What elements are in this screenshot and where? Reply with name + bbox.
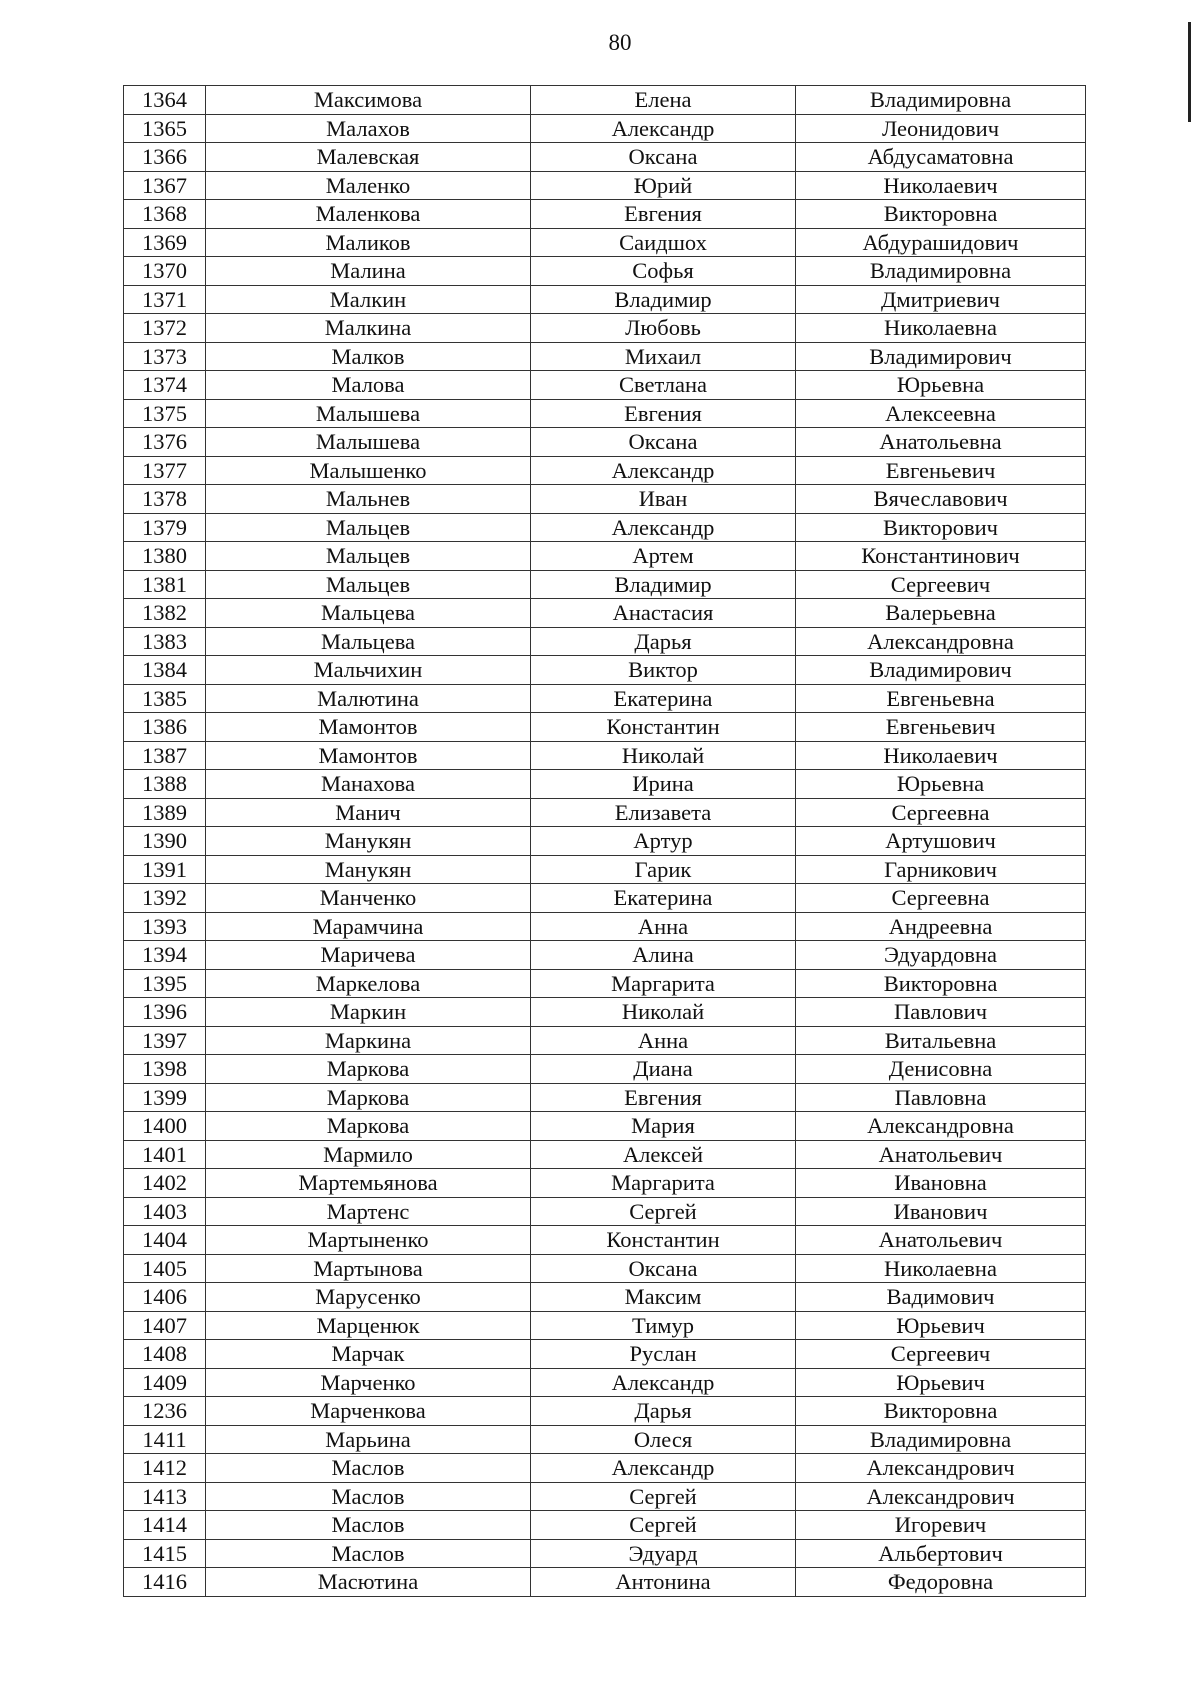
first-name-cell: Максим <box>531 1283 796 1312</box>
table-row <box>124 428 1086 457</box>
table-row <box>124 513 1086 542</box>
table-row <box>124 1511 1086 1540</box>
row-number-cell: 1236 <box>124 1397 206 1426</box>
surname-cell: Малахов <box>206 114 531 143</box>
table-body <box>124 86 1086 1597</box>
row-number-cell: 1378 <box>124 485 206 514</box>
surname-cell: Маркин <box>206 998 531 1027</box>
patronymic-cell: Юрьевич <box>796 1368 1086 1397</box>
row-number-cell: 1396 <box>124 998 206 1027</box>
first-name-cell: Дарья <box>531 627 796 656</box>
surname-cell: Манахова <box>206 770 531 799</box>
surname-cell: Мальцев <box>206 570 531 599</box>
surname-cell: Малина <box>206 257 531 286</box>
patronymic-cell: Викторовна <box>796 969 1086 998</box>
row-number-cell: 1404 <box>124 1226 206 1255</box>
first-name-cell: Оксана <box>531 143 796 172</box>
first-name-cell: Оксана <box>531 1254 796 1283</box>
patronymic-cell: Юрьевич <box>796 1311 1086 1340</box>
first-name-cell: Дарья <box>531 1397 796 1426</box>
table-row <box>124 285 1086 314</box>
patronymic-cell: Евгеньевич <box>796 713 1086 742</box>
row-number-cell: 1377 <box>124 456 206 485</box>
table-row <box>124 456 1086 485</box>
row-number-cell: 1405 <box>124 1254 206 1283</box>
surname-cell: Мартенс <box>206 1197 531 1226</box>
first-name-cell: Мария <box>531 1112 796 1141</box>
table-row <box>124 1568 1086 1597</box>
row-number-cell: 1388 <box>124 770 206 799</box>
patronymic-cell: Константинович <box>796 542 1086 571</box>
row-number-cell: 1395 <box>124 969 206 998</box>
table-row <box>124 1425 1086 1454</box>
table-row <box>124 1083 1086 1112</box>
surname-cell: Мальцев <box>206 542 531 571</box>
patronymic-cell: Владимировна <box>796 1425 1086 1454</box>
first-name-cell: Евгения <box>531 1083 796 1112</box>
surname-cell: Мартынова <box>206 1254 531 1283</box>
patronymic-cell: Федоровна <box>796 1568 1086 1597</box>
first-name-cell: Юрий <box>531 171 796 200</box>
patronymic-cell: Игоревич <box>796 1511 1086 1540</box>
first-name-cell: Екатерина <box>531 684 796 713</box>
surname-cell: Маликов <box>206 228 531 257</box>
surname-cell: Маркова <box>206 1055 531 1084</box>
table-row <box>124 314 1086 343</box>
patronymic-cell: Иванович <box>796 1197 1086 1226</box>
row-number-cell: 1415 <box>124 1539 206 1568</box>
first-name-cell: Эдуард <box>531 1539 796 1568</box>
patronymic-cell: Юрьевна <box>796 770 1086 799</box>
row-number-cell: 1413 <box>124 1482 206 1511</box>
first-name-cell: Софья <box>531 257 796 286</box>
row-number-cell: 1383 <box>124 627 206 656</box>
table-row <box>124 1311 1086 1340</box>
first-name-cell: Елизавета <box>531 798 796 827</box>
first-name-cell: Александр <box>531 513 796 542</box>
row-number-cell: 1402 <box>124 1169 206 1198</box>
row-number-cell: 1380 <box>124 542 206 571</box>
patronymic-cell: Владимирович <box>796 342 1086 371</box>
first-name-cell: Сергей <box>531 1482 796 1511</box>
row-number-cell: 1408 <box>124 1340 206 1369</box>
first-name-cell: Оксана <box>531 428 796 457</box>
patronymic-cell: Евгеньевна <box>796 684 1086 713</box>
first-name-cell: Евгения <box>531 399 796 428</box>
first-name-cell: Константин <box>531 1226 796 1255</box>
surname-cell: Манич <box>206 798 531 827</box>
row-number-cell: 1368 <box>124 200 206 229</box>
first-name-cell: Анна <box>531 912 796 941</box>
row-number-cell: 1371 <box>124 285 206 314</box>
table-row <box>124 228 1086 257</box>
first-name-cell: Николай <box>531 998 796 1027</box>
table-row <box>124 1112 1086 1141</box>
table-row <box>124 599 1086 628</box>
surname-cell: Малкин <box>206 285 531 314</box>
table-row <box>124 998 1086 1027</box>
surname-cell: Мальчихин <box>206 656 531 685</box>
surname-cell: Малевская <box>206 143 531 172</box>
row-number-cell: 1412 <box>124 1454 206 1483</box>
table-row <box>124 86 1086 115</box>
surname-cell: Марченкова <box>206 1397 531 1426</box>
table-row <box>124 684 1086 713</box>
patronymic-cell: Евгеньевич <box>796 456 1086 485</box>
first-name-cell: Гарик <box>531 855 796 884</box>
first-name-cell: Николай <box>531 741 796 770</box>
row-number-cell: 1403 <box>124 1197 206 1226</box>
row-number-cell: 1372 <box>124 314 206 343</box>
surname-cell: Маркова <box>206 1112 531 1141</box>
patronymic-cell: Дмитриевич <box>796 285 1086 314</box>
surname-cell: Мамонтов <box>206 713 531 742</box>
patronymic-cell: Александровна <box>796 1112 1086 1141</box>
table-row <box>124 1197 1086 1226</box>
surname-cell: Маричева <box>206 941 531 970</box>
first-name-cell: Антонина <box>531 1568 796 1597</box>
table-row <box>124 884 1086 913</box>
patronymic-cell: Артушович <box>796 827 1086 856</box>
row-number-cell: 1394 <box>124 941 206 970</box>
row-number-cell: 1379 <box>124 513 206 542</box>
first-name-cell: Екатерина <box>531 884 796 913</box>
table-row <box>124 1482 1086 1511</box>
first-name-cell: Владимир <box>531 285 796 314</box>
row-number-cell: 1385 <box>124 684 206 713</box>
table-row <box>124 399 1086 428</box>
row-number-cell: 1366 <box>124 143 206 172</box>
table-row <box>124 1254 1086 1283</box>
surname-cell: Маркелова <box>206 969 531 998</box>
patronymic-cell: Сергеевна <box>796 798 1086 827</box>
patronymic-cell: Владимирович <box>796 656 1086 685</box>
row-number-cell: 1409 <box>124 1368 206 1397</box>
patronymic-cell: Викторовна <box>796 200 1086 229</box>
patronymic-cell: Леонидович <box>796 114 1086 143</box>
row-number-cell: 1401 <box>124 1140 206 1169</box>
table-row <box>124 969 1086 998</box>
first-name-cell: Артур <box>531 827 796 856</box>
table-row <box>124 912 1086 941</box>
surname-cell: Маслов <box>206 1482 531 1511</box>
surname-cell: Маркина <box>206 1026 531 1055</box>
table-row <box>124 143 1086 172</box>
patronymic-cell: Эдуардовна <box>796 941 1086 970</box>
patronymic-cell: Александрович <box>796 1454 1086 1483</box>
row-number-cell: 1416 <box>124 1568 206 1597</box>
surname-cell: Мартемьянова <box>206 1169 531 1198</box>
surname-cell: Марценюк <box>206 1311 531 1340</box>
patronymic-cell: Денисовна <box>796 1055 1086 1084</box>
patronymic-cell: Абдурашидович <box>796 228 1086 257</box>
patronymic-cell: Сергеевич <box>796 1340 1086 1369</box>
row-number-cell: 1382 <box>124 599 206 628</box>
surname-cell: Мальцева <box>206 627 531 656</box>
surname-cell: Марченко <box>206 1368 531 1397</box>
table-row <box>124 257 1086 286</box>
first-name-cell: Евгения <box>531 200 796 229</box>
surname-cell: Малова <box>206 371 531 400</box>
patronymic-cell: Анатольевич <box>796 1226 1086 1255</box>
row-number-cell: 1414 <box>124 1511 206 1540</box>
first-name-cell: Константин <box>531 713 796 742</box>
surname-cell: Манукян <box>206 855 531 884</box>
table-row <box>124 713 1086 742</box>
scan-edge-line <box>1188 22 1191 122</box>
patronymic-cell: Вячеславович <box>796 485 1086 514</box>
first-name-cell: Руслан <box>531 1340 796 1369</box>
row-number-cell: 1391 <box>124 855 206 884</box>
patronymic-cell: Ивановна <box>796 1169 1086 1198</box>
patronymic-cell: Александровна <box>796 627 1086 656</box>
patronymic-cell: Валерьевна <box>796 599 1086 628</box>
surname-cell: Малютина <box>206 684 531 713</box>
table-row <box>124 542 1086 571</box>
first-name-cell: Сергей <box>531 1511 796 1540</box>
surname-cell: Мартыненко <box>206 1226 531 1255</box>
row-number-cell: 1365 <box>124 114 206 143</box>
patronymic-cell: Алексеевна <box>796 399 1086 428</box>
table-row <box>124 570 1086 599</box>
row-number-cell: 1386 <box>124 713 206 742</box>
first-name-cell: Артем <box>531 542 796 571</box>
row-number-cell: 1369 <box>124 228 206 257</box>
row-number-cell: 1393 <box>124 912 206 941</box>
surname-cell: Марчак <box>206 1340 531 1369</box>
table-row <box>124 1140 1086 1169</box>
surname-cell: Мальцев <box>206 513 531 542</box>
row-number-cell: 1407 <box>124 1311 206 1340</box>
first-name-cell: Виктор <box>531 656 796 685</box>
patronymic-cell: Николаевич <box>796 171 1086 200</box>
table-row <box>124 1169 1086 1198</box>
patronymic-cell: Анатольевна <box>796 428 1086 457</box>
patronymic-cell: Павлович <box>796 998 1086 1027</box>
patronymic-cell: Анатольевич <box>796 1140 1086 1169</box>
first-name-cell: Диана <box>531 1055 796 1084</box>
table-row <box>124 770 1086 799</box>
row-number-cell: 1390 <box>124 827 206 856</box>
first-name-cell: Саидшох <box>531 228 796 257</box>
first-name-cell: Александр <box>531 1368 796 1397</box>
row-number-cell: 1364 <box>124 86 206 115</box>
surname-cell: Мальнев <box>206 485 531 514</box>
surname-cell: Марьина <box>206 1425 531 1454</box>
surname-cell: Малкина <box>206 314 531 343</box>
row-number-cell: 1381 <box>124 570 206 599</box>
table-row <box>124 627 1086 656</box>
row-number-cell: 1367 <box>124 171 206 200</box>
first-name-cell: Алина <box>531 941 796 970</box>
first-name-cell: Маргарита <box>531 1169 796 1198</box>
surname-cell: Маслов <box>206 1454 531 1483</box>
patronymic-cell: Викторовна <box>796 1397 1086 1426</box>
first-name-cell: Сергей <box>531 1197 796 1226</box>
surname-cell: Максимова <box>206 86 531 115</box>
first-name-cell: Михаил <box>531 342 796 371</box>
patronymic-cell: Павловна <box>796 1083 1086 1112</box>
table-row <box>124 1397 1086 1426</box>
patronymic-cell: Андреевна <box>796 912 1086 941</box>
table-row <box>124 798 1086 827</box>
first-name-cell: Маргарита <box>531 969 796 998</box>
row-number-cell: 1399 <box>124 1083 206 1112</box>
surname-cell: Марамчина <box>206 912 531 941</box>
table-row <box>124 114 1086 143</box>
surname-cell: Малышенко <box>206 456 531 485</box>
first-name-cell: Александр <box>531 456 796 485</box>
first-name-cell: Иван <box>531 485 796 514</box>
first-name-cell: Елена <box>531 86 796 115</box>
patronymic-cell: Николаевна <box>796 314 1086 343</box>
surname-cell: Маркова <box>206 1083 531 1112</box>
table-row <box>124 855 1086 884</box>
surname-cell: Мальцева <box>206 599 531 628</box>
patronymic-cell: Альбертович <box>796 1539 1086 1568</box>
patronymic-cell: Абдусаматовна <box>796 143 1086 172</box>
table-row <box>124 656 1086 685</box>
row-number-cell: 1384 <box>124 656 206 685</box>
first-name-cell: Владимир <box>531 570 796 599</box>
surname-cell: Манченко <box>206 884 531 913</box>
row-number-cell: 1370 <box>124 257 206 286</box>
surname-cell: Маслов <box>206 1511 531 1540</box>
row-number-cell: 1376 <box>124 428 206 457</box>
row-number-cell: 1400 <box>124 1112 206 1141</box>
surname-cell: Масютина <box>206 1568 531 1597</box>
surname-cell: Малков <box>206 342 531 371</box>
surname-cell: Маслов <box>206 1539 531 1568</box>
row-number-cell: 1411 <box>124 1425 206 1454</box>
patronymic-cell: Николаевич <box>796 741 1086 770</box>
patronymic-cell: Сергеевна <box>796 884 1086 913</box>
patronymic-cell: Вадимович <box>796 1283 1086 1312</box>
patronymic-cell: Витальевна <box>796 1026 1086 1055</box>
patronymic-cell: Александрович <box>796 1482 1086 1511</box>
row-number-cell: 1406 <box>124 1283 206 1312</box>
row-number-cell: 1392 <box>124 884 206 913</box>
first-name-cell: Анна <box>531 1026 796 1055</box>
table-row <box>124 827 1086 856</box>
patronymic-cell: Гарникович <box>796 855 1086 884</box>
patronymic-cell: Владимировна <box>796 257 1086 286</box>
surname-cell: Мамонтов <box>206 741 531 770</box>
surname-cell: Марусенко <box>206 1283 531 1312</box>
table-row <box>124 741 1086 770</box>
row-number-cell: 1398 <box>124 1055 206 1084</box>
surname-cell: Маленкова <box>206 200 531 229</box>
first-name-cell: Тимур <box>531 1311 796 1340</box>
first-name-cell: Александр <box>531 114 796 143</box>
first-name-cell: Светлана <box>531 371 796 400</box>
row-number-cell: 1373 <box>124 342 206 371</box>
first-name-cell: Анастасия <box>531 599 796 628</box>
first-name-cell: Ирина <box>531 770 796 799</box>
row-number-cell: 1397 <box>124 1026 206 1055</box>
surname-cell: Малышева <box>206 428 531 457</box>
row-number-cell: 1389 <box>124 798 206 827</box>
table-row <box>124 1283 1086 1312</box>
name-list-table <box>123 85 1086 1597</box>
table-row <box>124 1226 1086 1255</box>
first-name-cell: Любовь <box>531 314 796 343</box>
surname-cell: Манукян <box>206 827 531 856</box>
first-name-cell: Алексей <box>531 1140 796 1169</box>
surname-cell: Маленко <box>206 171 531 200</box>
table-row <box>124 1368 1086 1397</box>
patronymic-cell: Юрьевна <box>796 371 1086 400</box>
patronymic-cell: Сергеевич <box>796 570 1086 599</box>
page-number: 80 <box>608 30 632 55</box>
patronymic-cell: Владимировна <box>796 86 1086 115</box>
row-number-cell: 1375 <box>124 399 206 428</box>
table-row <box>124 941 1086 970</box>
table-row <box>124 371 1086 400</box>
table-row <box>124 1026 1086 1055</box>
first-name-cell: Олеся <box>531 1425 796 1454</box>
table-row <box>124 1340 1086 1369</box>
table-row <box>124 342 1086 371</box>
patronymic-cell: Викторович <box>796 513 1086 542</box>
table-row <box>124 1454 1086 1483</box>
patronymic-cell: Николаевна <box>796 1254 1086 1283</box>
table-row <box>124 200 1086 229</box>
first-name-cell: Александр <box>531 1454 796 1483</box>
row-number-cell: 1387 <box>124 741 206 770</box>
surname-cell: Малышева <box>206 399 531 428</box>
table-row <box>124 485 1086 514</box>
surname-cell: Мармило <box>206 1140 531 1169</box>
table-row <box>124 1539 1086 1568</box>
row-number-cell: 1374 <box>124 371 206 400</box>
table-row <box>124 171 1086 200</box>
table-row <box>124 1055 1086 1084</box>
